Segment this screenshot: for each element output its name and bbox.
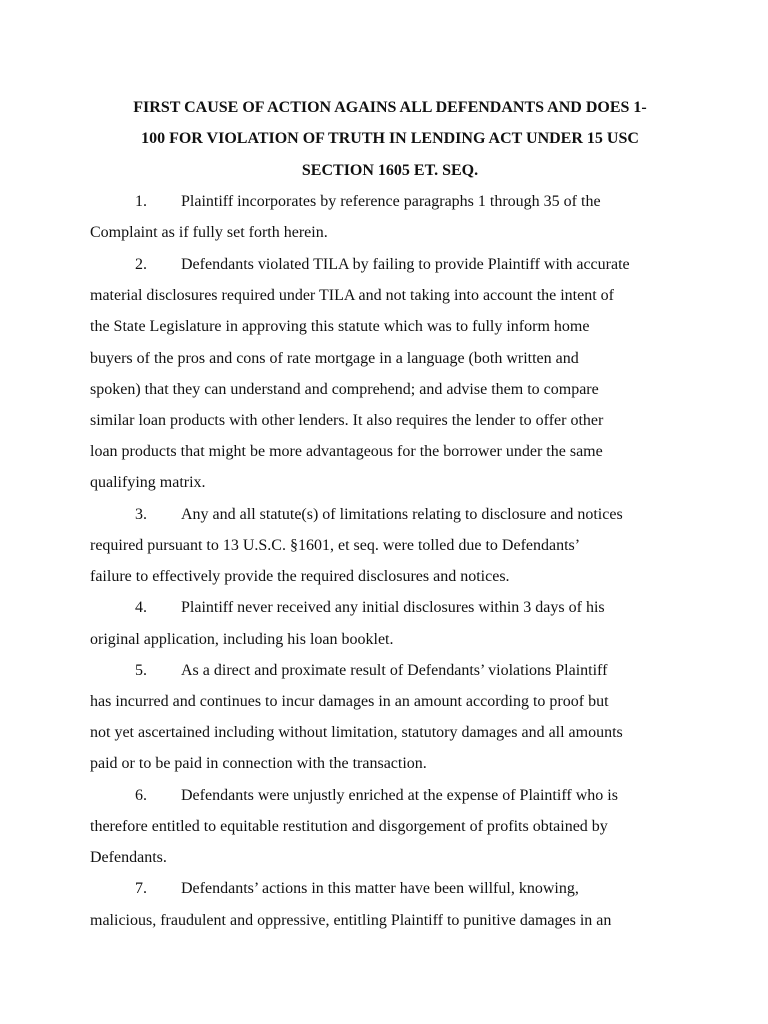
paragraph-number: 6. — [135, 787, 147, 804]
paragraph-number: 2. — [135, 256, 147, 273]
paragraph-line: Defendants’ actions in this matter have been willful, knowing, — [181, 880, 579, 897]
paragraph-number: 5. — [135, 662, 147, 679]
paragraph-line: the State Legislature in approving this statute which was to fully inform home — [90, 318, 590, 335]
paragraph-line: buyers of the pros and cons of rate mortgage in a language (both written and — [90, 350, 579, 367]
paragraph-line: not yet ascertained including without limitation, statutory damages and all amounts — [90, 724, 623, 741]
paragraph-line: failure to effectively provide the required disclosures and notices. — [90, 568, 510, 585]
paragraph-line: Defendants. — [90, 849, 167, 866]
paragraph-number: 1. — [135, 193, 147, 210]
paragraph-line: Plaintiff never received any initial disclosures within 3 days of his — [181, 599, 605, 616]
paragraph-number: 7. — [135, 880, 147, 897]
paragraph-line: material disclosures required under TILA and not taking into account the intent of — [90, 287, 614, 304]
paragraph-line: Defendants were unjustly enriched at the expense of Plaintiff who is — [181, 787, 618, 804]
section-heading-line-1: FIRST CAUSE OF ACTION AGAINS ALL DEFENDANTS AND DOES 1- — [133, 99, 647, 116]
paragraph-line: has incurred and continues to incur damages in an amount according to proof but — [90, 693, 609, 710]
section-heading-line-3: SECTION 1605 ET. SEQ. — [301, 162, 479, 179]
paragraph-line: required pursuant to 13 U.S.C. §1601, et seq. were tolled due to Defendants’ — [90, 537, 581, 554]
paragraph-line: original application, including his loan booklet. — [90, 631, 394, 648]
paragraph-line: malicious, fraudulent and oppressive, entitling Plaintiff to punitive damages in an — [90, 912, 612, 929]
paragraph-line: spoken) that they can understand and comprehend; and advise them to compare — [90, 381, 599, 398]
paragraph-line: Complaint as if fully set forth herein. — [90, 224, 328, 241]
paragraph-line: similar loan products with other lenders. It also requires the lender to offer other — [90, 412, 604, 429]
paragraph-number: 4. — [135, 599, 147, 616]
paragraph-line: qualifying matrix. — [90, 474, 206, 491]
paragraph-line: Plaintiff incorporates by reference paragraphs 1 through 35 of the — [181, 193, 601, 210]
paragraph-line: loan products that might be more advantageous for the borrower under the same — [90, 443, 603, 460]
paragraph-line: As a direct and proximate result of Defendants’ violations Plaintiff — [181, 662, 608, 679]
paragraph-number: 3. — [135, 506, 147, 523]
paragraph-line: Any and all statute(s) of limitations relating to disclosure and notices — [181, 506, 623, 523]
section-heading-line-2: 100 FOR VIOLATION OF TRUTH IN LENDING ACT UNDER 15 USC — [141, 130, 639, 147]
paragraph-line: paid or to be paid in connection with the transaction. — [90, 755, 427, 772]
paragraph-line: therefore entitled to equitable restitution and disgorgement of profits obtained by — [90, 818, 608, 835]
paragraph-line: Defendants violated TILA by failing to provide Plaintiff with accurate — [181, 256, 630, 273]
